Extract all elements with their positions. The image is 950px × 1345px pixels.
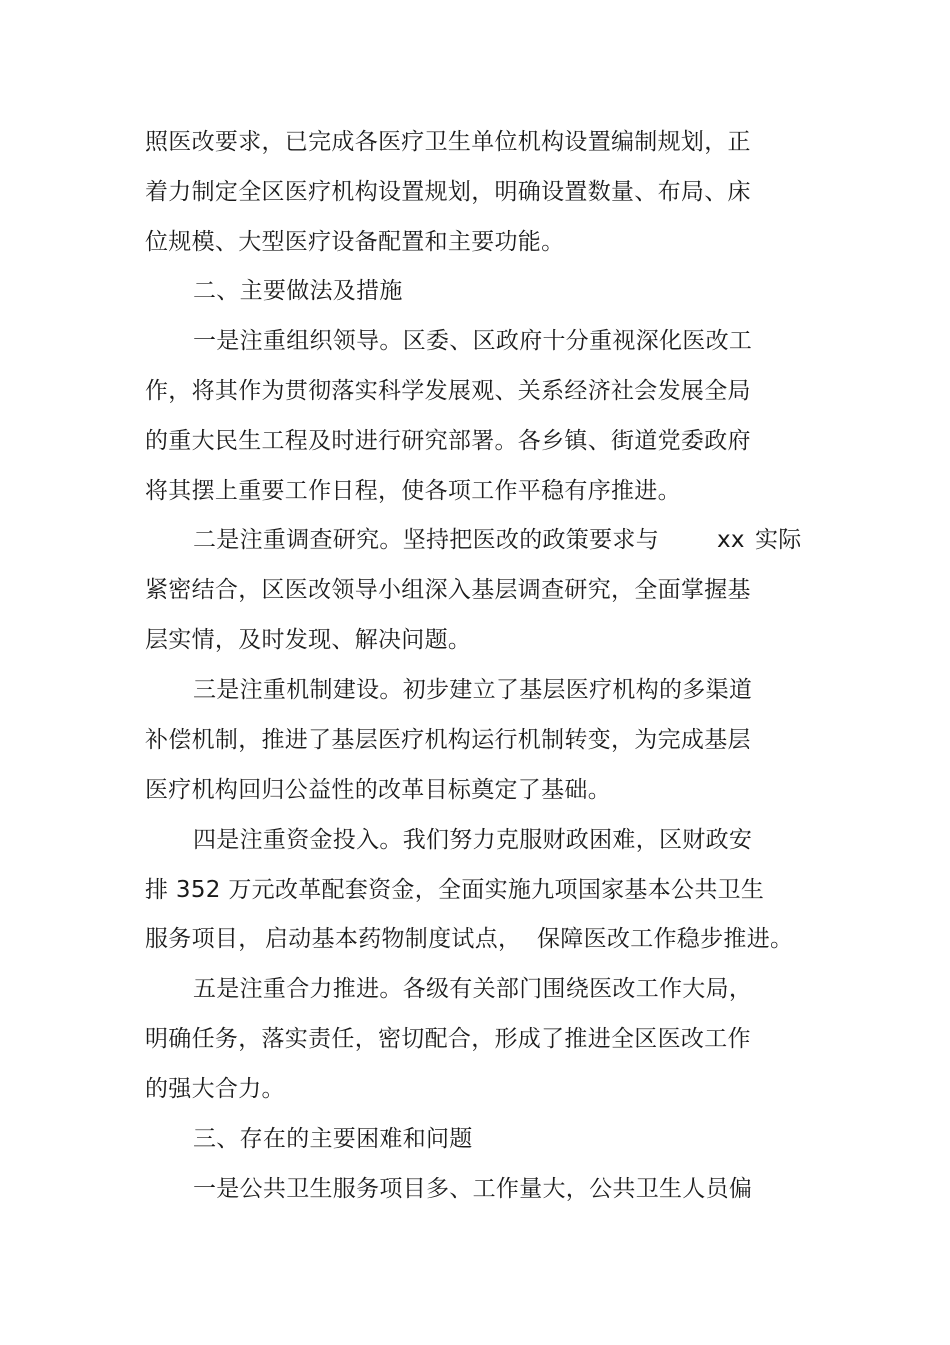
text-segment: 启动基本药物制度试点， [265, 926, 522, 952]
body-text-line: 将其摆上重要工作日程，使各项工作平稳有序推进。 [145, 478, 681, 504]
text-segment: xx [717, 527, 745, 553]
body-text-line: 照医改要求，已完成各医疗卫生单位机构设置编制规划，正 [145, 129, 751, 155]
text-segment: 二是注重调查研究。坚持把医改的政策要求与 [193, 527, 659, 553]
body-text-line: 着力制定全区医疗机构设置规划，明确设置数量、布局、床 [145, 179, 751, 205]
body-text-line: 的重大民生工程及时进行研究部署。各乡镇、街道党委政府 [145, 428, 751, 454]
body-text-line: 补偿机制，推进了基层医疗机构运行机制转变，为完成基层 [145, 727, 751, 753]
body-text-line: 一是公共卫生服务项目多、工作量大，公共卫生人员偏 [193, 1176, 753, 1202]
text-segment: 保障医改工作稳步推进。 [537, 926, 794, 952]
text-segment: 服务项目， [145, 926, 262, 952]
body-text-line: 四是注重资金投入。我们努力克服财政困难，区财政安 [193, 827, 753, 853]
body-text-line: 三是注重机制建设。初步建立了基层医疗机构的多渠道 [193, 677, 753, 703]
body-text-line: 的强大合力。 [145, 1076, 285, 1102]
body-text-line: 排 352 万元改革配套资金，全面实施九项国家基本公共卫生 [145, 877, 765, 903]
text-segment: 实际 [755, 527, 802, 553]
body-text-line: 作，将其作为贯彻落实科学发展观、关系经济社会发展全局 [145, 378, 751, 404]
body-text-line: 医疗机构回归公益性的改革目标奠定了基础。 [145, 777, 611, 803]
body-text-line: 紧密结合，区医改领导小组深入基层调查研究，全面掌握基 [145, 577, 751, 603]
body-text-line: 明确任务，落实责任，密切配合，形成了推进全区医改工作 [145, 1026, 751, 1052]
body-text-line: 层实情，及时发现、解决问题。 [145, 627, 472, 653]
section-heading: 二、主要做法及措施 [193, 278, 403, 304]
body-text-line [193, 522, 813, 558]
body-text-line: 一是注重组织领导。区委、区政府十分重视深化医改工 [193, 328, 753, 354]
body-text-line: 位规模、大型医疗设备配置和主要功能。 [145, 229, 565, 255]
section-heading: 三、存在的主要困难和问题 [193, 1126, 473, 1152]
body-text-line: 五是注重合力推进。各级有关部门围绕医改工作大局， [193, 976, 753, 1002]
body-text-line [145, 921, 805, 957]
